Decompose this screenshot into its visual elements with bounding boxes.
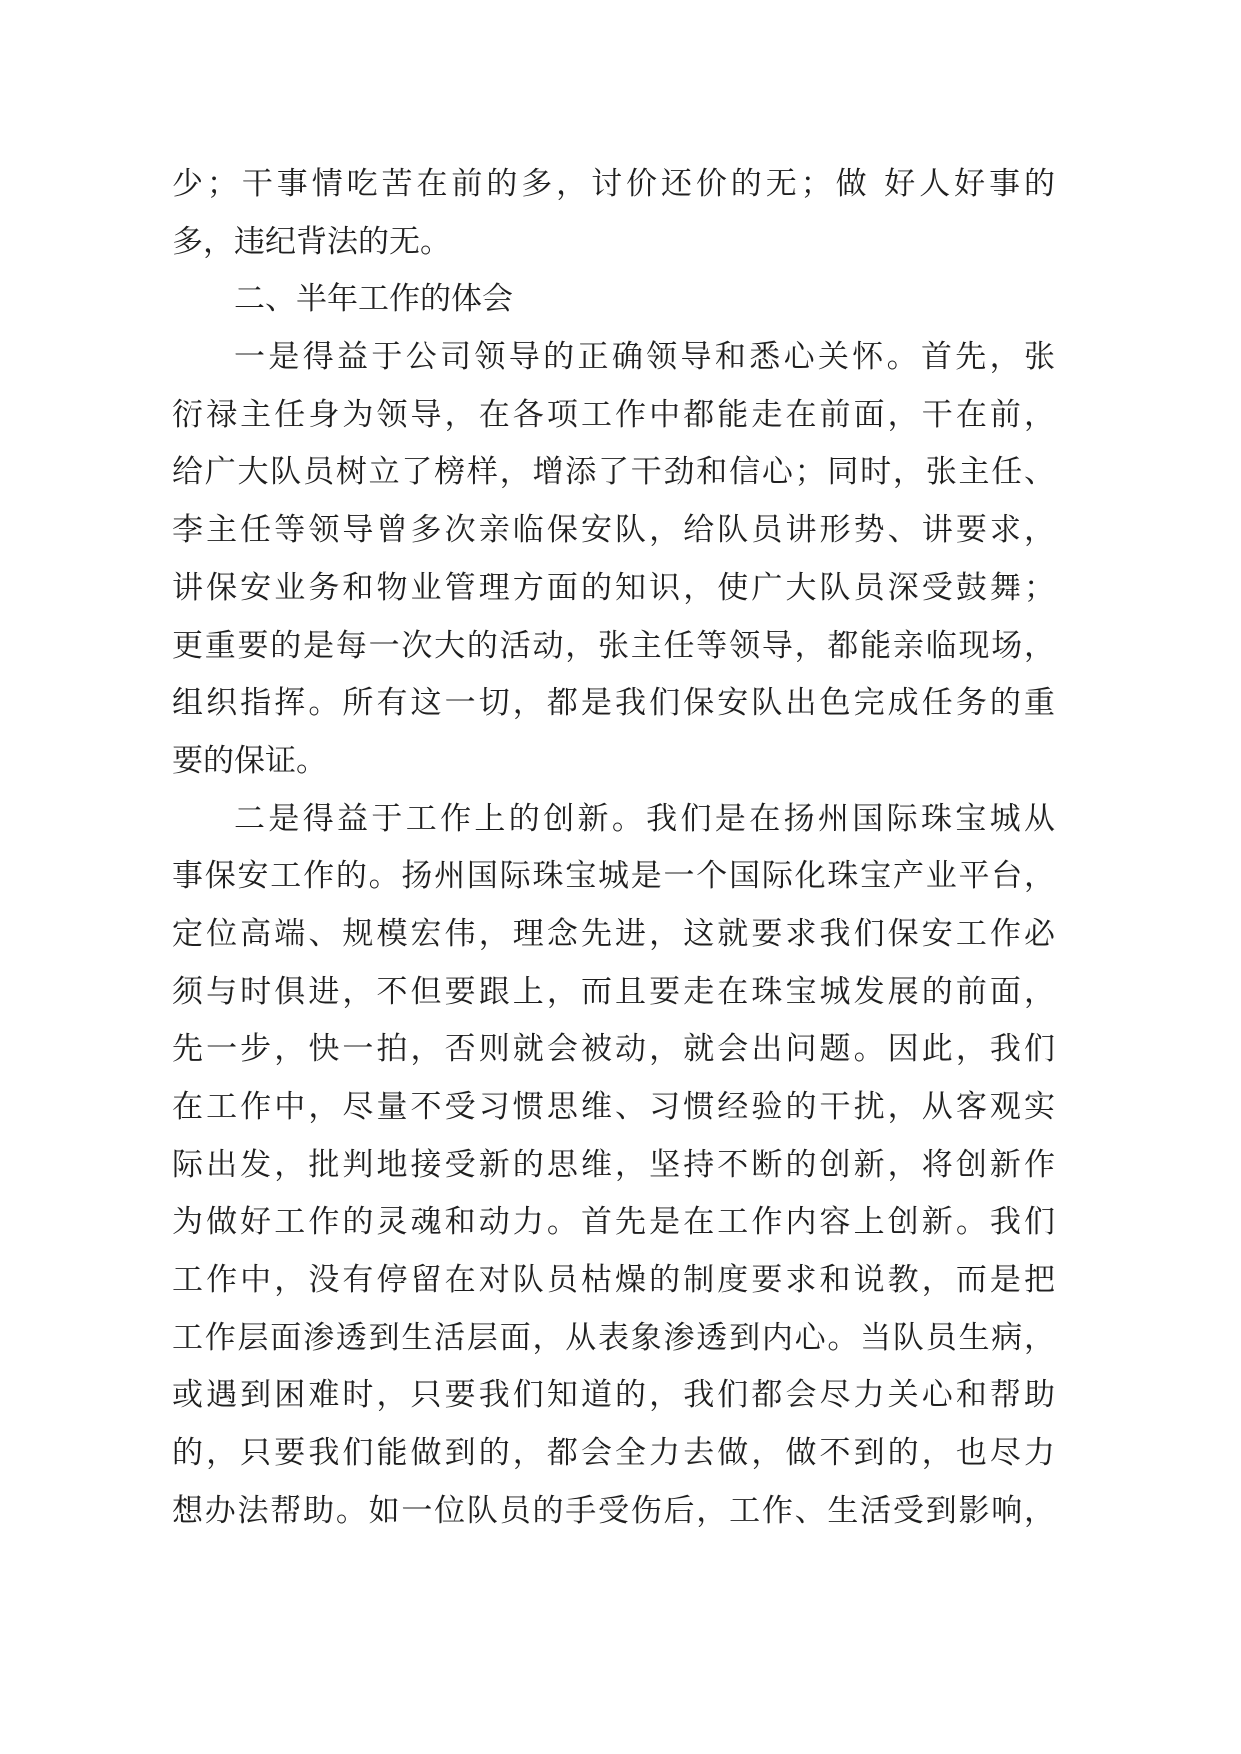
text-line: 李主任等领导曾多次亲临保安队，给队员讲形势、讲要求， — [172, 512, 1055, 549]
text-line: 二是得益于工作上的创新。我们是在扬州国际珠宝城从 — [234, 800, 1055, 837]
text-line: 定位高端、规模宏伟，理念先进，这就要求我们保安工作必 — [172, 915, 1055, 952]
text-line: 一是得益于公司领导的正确领导和悉心关怀。首先，张 — [234, 339, 1055, 376]
document-body — [172, 156, 1055, 1541]
text-line: 更重要的是每一次大的活动，张主任等领导，都能亲临现场， — [172, 627, 1055, 664]
text-line: 给广大队员树立了榜样，增添了干劲和信心；同时，张主任、 — [172, 454, 1055, 491]
text-line: 讲保安业务和物业管理方面的知识，使广大队员深受鼓舞； — [172, 569, 1055, 606]
text-line: 组织指挥。所有这一切，都是我们保安队出色完成任务的重 — [172, 685, 1055, 722]
text-line: 须与时俱进，不但要跟上，而且要走在珠宝城发展的前面， — [172, 973, 1055, 1010]
text-line: 少；干事情吃苦在前的多，讨价还价的无；做 好人好事的 — [172, 166, 1055, 202]
text-line: 或遇到困难时，只要我们知道的，我们都会尽力关心和帮助 — [172, 1377, 1055, 1414]
text-line: 想办法帮助。如一位队员的手受伤后，工作、生活受到影响， — [172, 1492, 1055, 1529]
text-line: 为做好工作的灵魂和动力。首先是在工作内容上创新。我们 — [172, 1204, 1055, 1241]
section-heading: 二、半年工作的体会 — [234, 281, 513, 318]
text-line: 先一步，快一拍，否则就会被动，就会出问题。因此，我们 — [172, 1031, 1055, 1068]
text-line: 在工作中，尽量不受习惯思维、习惯经验的干扰，从客观实 — [172, 1089, 1055, 1125]
text-line: 的，只要我们能做到的，都会全力去做，做不到的，也尽力 — [172, 1435, 1055, 1472]
text-line: 衍禄主任身为领导，在各项工作中都能走在前面，干在前， — [172, 396, 1055, 433]
text-line: 要的保证。 — [172, 742, 327, 779]
text-line: 际出发，批判地接受新的思维，坚持不断的创新，将创新作 — [172, 1146, 1055, 1183]
text-line: 事保安工作的。扬州国际珠宝城是一个国际化珠宝产业平台， — [172, 858, 1055, 895]
text-line: 工作中，没有停留在对队员枯燥的制度要求和说教，而是把 — [172, 1262, 1055, 1299]
text-line: 多，违纪背法的无。 — [172, 223, 451, 260]
text-line: 工作层面渗透到生活层面，从表象渗透到内心。当队员生病， — [172, 1319, 1055, 1356]
